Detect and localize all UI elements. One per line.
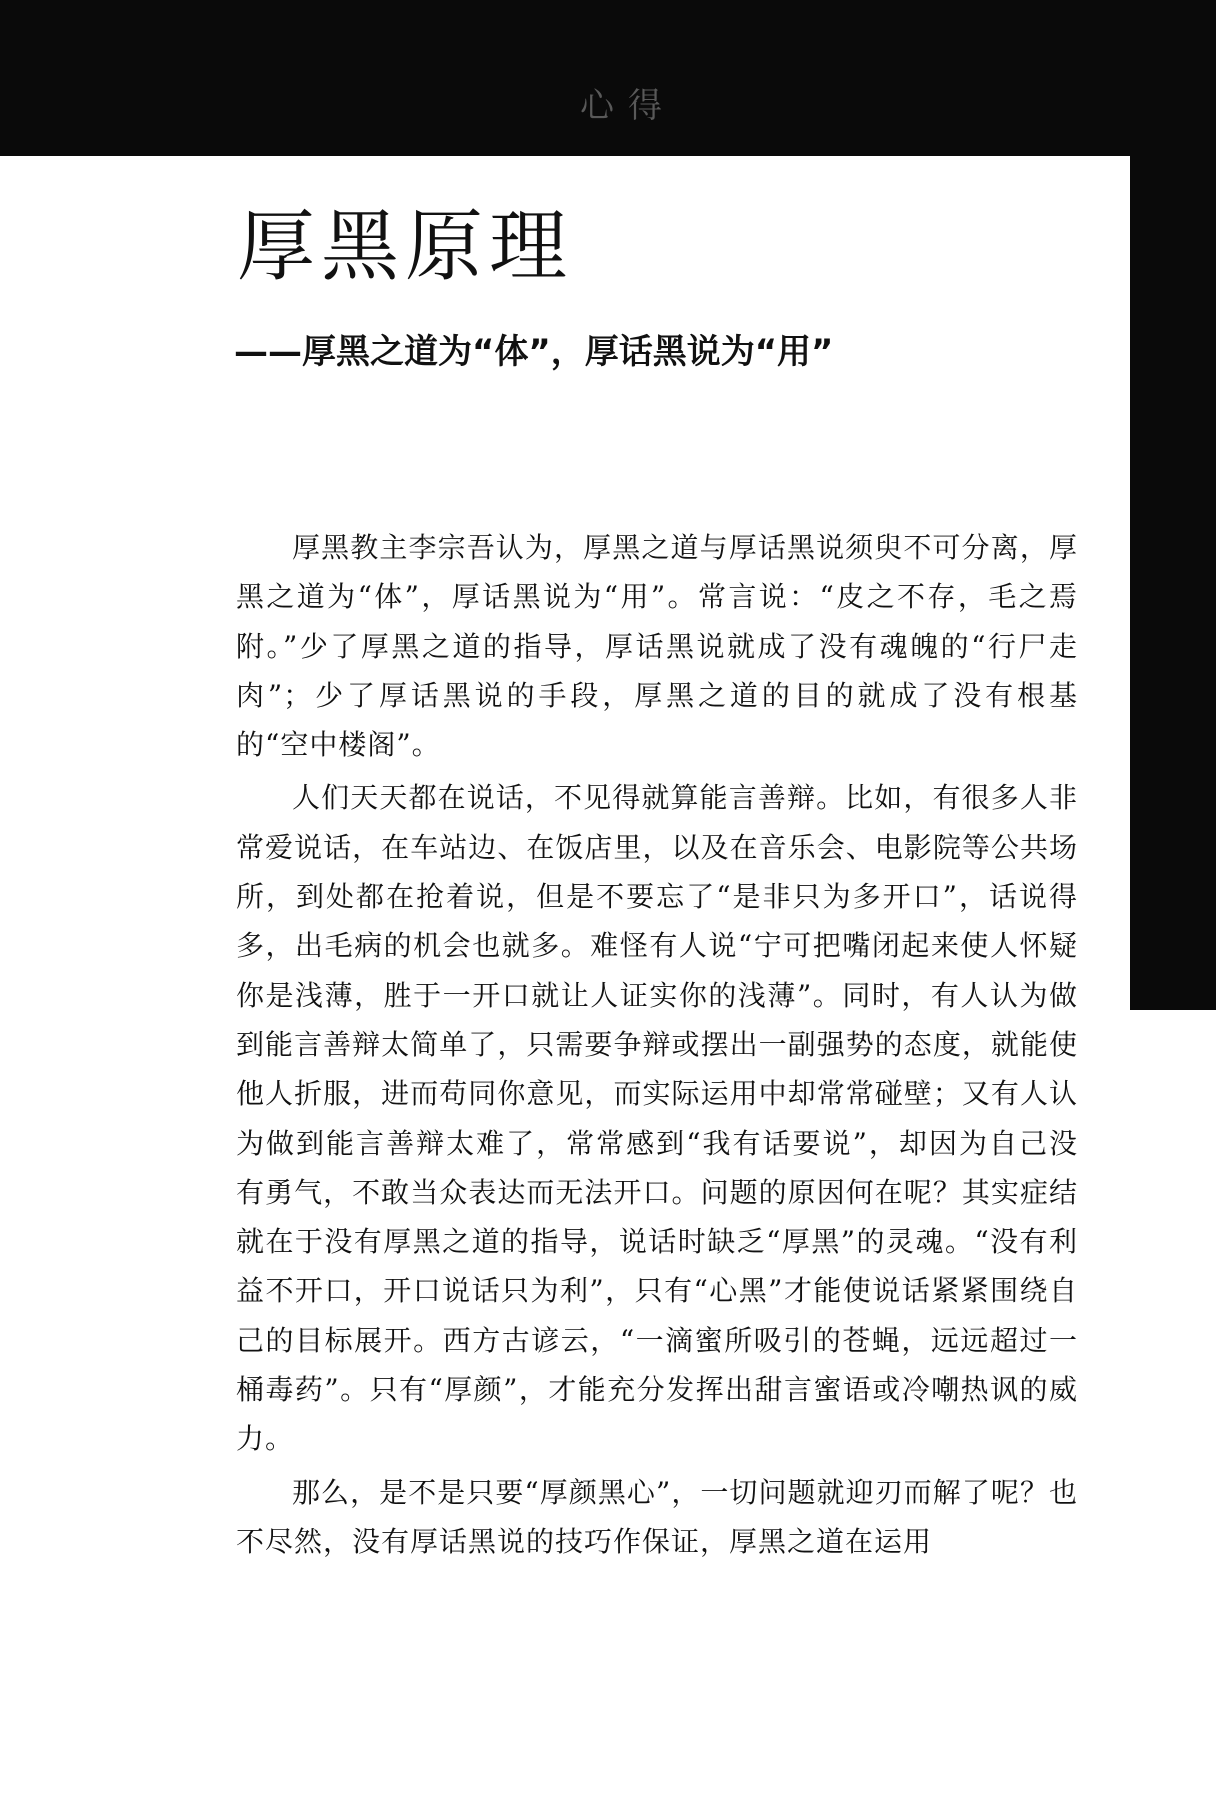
paragraph-2: 人们天天都在说话，不见得就算能言善辩。比如，有很多人非常爱说话，在车站边、在饭店里，以及在音乐会、电影院等公共场所，到处都在抢着说，但是不要忘了“是非只为多开口”，话说得多，出毛病的机会也就多。难怪有人说“宁可把嘴闭起来使人怀疑你是浅薄，胜于一开口就让人证实你的浅薄”。同时，有人认为做到能言善辩太简单了，只需要争辩或摆出一副强势的态度，就能使他人折服，进而苟同你意见，而实际运用中却常常碰壁；又有人认为做到能言善辩太难了，常常感到“我有话要说”，却因为自己没有勇气，不敢当众表达而无法开口。问题的原因何在呢？其实症结就在于没有厚黑之道的指导，说话时缺乏“厚黑”的灵魂。“没有利益不开口，开口说话只为利”，只有“心黑”才能使说话紧紧围绕自己的目标展开。西方古谚云，“一滴蜜所吸引的苍蝇，远远超过一桶毒药”。只有“厚颜”，才能充分发挥出甜言蜜语或冷嘲热讽的威力。: [236, 781, 1078, 1456]
right-black-band: [1130, 140, 1216, 1010]
paragraph-1: 厚黑教主李宗吾认为，厚黑之道与厚话黑说须臾不可分离，厚黑之道为“体”，厚话黑说为“用”。常言说：“皮之不存，毛之焉附。”少了厚黑之道的指导，厚话黑说就成了没有魂魄的“行尸走肉”；少了厚话黑说的手段，厚黑之道的目的就成了没有根基的“空中楼阁”。: [236, 531, 1078, 762]
body-text: [236, 523, 1078, 1570]
paragraph-3: 那么，是不是只要“厚颜黑心”，一切问题就迎刃而解了呢？也不尽然，没有厚话黑说的技巧作保证，厚黑之道在运用: [236, 1475, 1078, 1558]
chapter-subtitle: ——厚黑之道为“体”，厚话黑说为“用”: [234, 332, 834, 372]
top-black-band: [0, 0, 1216, 156]
chapter-title: 厚黑原理: [237, 202, 574, 292]
band-header-text: 心得: [580, 86, 676, 126]
